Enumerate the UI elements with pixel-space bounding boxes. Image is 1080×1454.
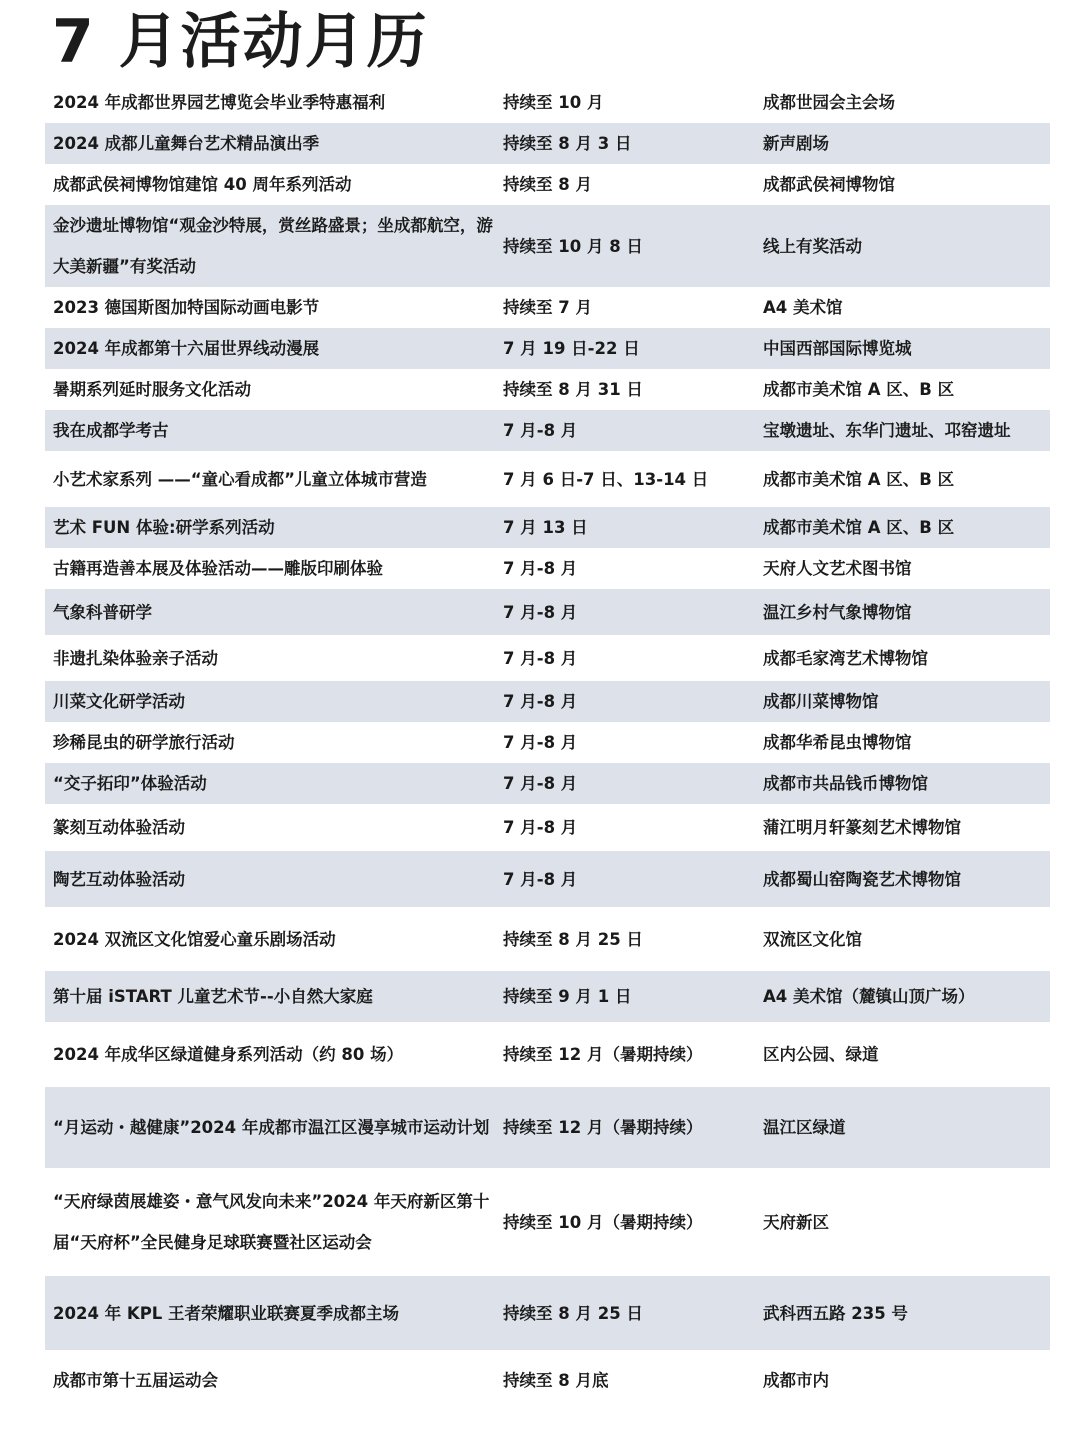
event-venue-cell: 成都川菜博物馆 <box>763 692 879 711</box>
event-name-cell: 篆刻互动体验活动 <box>53 818 185 837</box>
event-name-cell: 暑期系列延时服务文化活动 <box>53 380 251 399</box>
event-venue-cell: 温江乡村气象博物馆 <box>763 602 912 622</box>
event-name-cell: 2023 德国斯图加特国际动画电影节 <box>53 298 320 317</box>
event-time-cell: 7 月-8 月 <box>503 818 578 837</box>
table-row <box>45 82 1050 123</box>
event-time-cell: 7 月-8 月 <box>503 774 578 793</box>
table-row <box>45 907 1050 971</box>
event-time-cell: 7 月-8 月 <box>503 602 578 622</box>
table-row <box>45 763 1050 804</box>
event-name-cell: 2024 年成华区绿道健身系列活动（约 80 场） <box>53 1045 404 1064</box>
event-venue-cell: 温江区绿道 <box>763 1118 846 1137</box>
event-time-cell: 持续至 8 月 25 日 <box>503 1303 643 1323</box>
event-venue-cell: 成都市内 <box>763 1370 829 1390</box>
event-time-cell: 持续至 8 月 3 日 <box>503 134 632 153</box>
event-venue-cell: 成都世园会主会场 <box>763 93 895 112</box>
table-row <box>45 681 1050 722</box>
event-time-cell: 持续至 8 月 <box>503 175 592 194</box>
event-venue-cell: 蒲江明月轩篆刻艺术博物馆 <box>763 818 961 837</box>
event-time-cell: 7 月 6 日-7 日、13-14 日 <box>503 469 709 489</box>
table-row <box>45 851 1050 907</box>
event-time-cell: 7 月-8 月 <box>503 559 578 578</box>
table-row <box>45 1022 1050 1087</box>
event-name-cell: 2024 年 KPL 王者荣耀职业联赛夏季成都主场 <box>53 1303 400 1323</box>
event-venue-cell: 武科西五路 235 号 <box>763 1303 908 1323</box>
event-name-cell: 川菜文化研学活动 <box>53 692 185 711</box>
table-row <box>45 410 1050 451</box>
event-time-cell: 持续至 8 月底 <box>503 1370 609 1390</box>
event-name-cell: “交子拓印”体验活动 <box>53 774 207 793</box>
event-time-cell: 7 月-8 月 <box>503 648 578 668</box>
table-row <box>45 1276 1050 1350</box>
table-row <box>45 123 1050 164</box>
event-name-cell: 古籍再造善本展及体验活动——雕版印刷体验 <box>53 559 383 578</box>
table-row <box>45 635 1050 681</box>
table-row <box>45 287 1050 328</box>
event-venue-cell: 天府人文艺术图书馆 <box>763 559 912 578</box>
table-row <box>45 722 1050 763</box>
event-venue-cell: A4 美术馆 <box>763 298 843 317</box>
event-venue-cell: 成都市美术馆 A 区、B 区 <box>763 518 955 537</box>
table-row <box>45 548 1050 589</box>
event-time-cell: 持续至 9 月 1 日 <box>503 987 632 1006</box>
event-venue-cell: 成都市共品钱币博物馆 <box>763 774 928 793</box>
event-name-cell: 成都市第十五届运动会 <box>53 1370 218 1390</box>
event-venue-cell: 成都毛家湾艺术博物馆 <box>763 648 928 668</box>
event-time-cell: 7 月-8 月 <box>503 869 578 889</box>
event-time-cell: 7 月-8 月 <box>503 692 578 711</box>
event-name-cell: 小艺术家系列 ——“童心看成都”儿童立体城市营造 <box>53 469 427 489</box>
event-venue-cell: 双流区文化馆 <box>763 929 862 949</box>
event-time-cell: 持续至 10 月 8 日 <box>503 236 643 256</box>
event-venue-cell: 区内公园、绿道 <box>763 1045 879 1064</box>
event-name-cell: 艺术 FUN 体验:研学系列活动 <box>53 518 275 537</box>
event-venue-cell: 成都蜀山窑陶瓷艺术博物馆 <box>763 869 961 889</box>
event-name-cell: “天府绿茵展雄姿・意气风发向未来”2024 年天府新区第十届“天府杯”全民健身足球联赛暨社区运动会 <box>53 1192 490 1252</box>
event-venue-cell: 线上有奖活动 <box>763 236 862 256</box>
event-time-cell: 7 月-8 月 <box>503 421 578 440</box>
event-venue-cell: 成都华希昆虫博物馆 <box>763 733 912 752</box>
table-row <box>45 804 1050 851</box>
activity-calendar-table <box>45 82 1050 1410</box>
event-venue-cell: 成都市美术馆 A 区、B 区 <box>763 469 955 489</box>
table-row <box>45 328 1050 369</box>
event-time-cell: 持续至 8 月 31 日 <box>503 380 643 399</box>
event-name-cell: 珍稀昆虫的研学旅行活动 <box>53 733 235 752</box>
event-time-cell: 持续至 10 月 <box>503 93 604 112</box>
table-row <box>45 1168 1050 1276</box>
event-time-cell: 持续至 12 月（暑期持续） <box>503 1045 703 1064</box>
event-name-cell: 2024 双流区文化馆爱心童乐剧场活动 <box>53 929 336 949</box>
event-name-cell: 2024 年成都第十六届世界线动漫展 <box>53 339 320 358</box>
event-venue-cell: 宝墩遗址、东华门遗址、邛窑遗址 <box>763 421 1011 440</box>
event-name-cell: “月运动・越健康”2024 年成都市温江区漫享城市运动计划 <box>53 1118 490 1137</box>
event-name-cell: 2024 年成都世界园艺博览会毕业季特惠福利 <box>53 93 386 112</box>
event-name-cell: 陶艺互动体验活动 <box>53 869 185 889</box>
event-name-cell: 第十届 iSTART 儿童艺术节--小自然大家庭 <box>53 987 373 1006</box>
event-time-cell: 持续至 8 月 25 日 <box>503 929 643 949</box>
event-venue-cell: 天府新区 <box>763 1212 829 1232</box>
event-venue-cell: A4 美术馆（麓镇山顶广场） <box>763 987 975 1006</box>
table-row <box>45 507 1050 548</box>
event-time-cell: 持续至 7 月 <box>503 298 592 317</box>
event-name-cell: 气象科普研学 <box>53 602 152 622</box>
event-time-cell: 7 月 19 日-22 日 <box>503 339 640 358</box>
page-title: 7 月活动月历 <box>52 7 429 77</box>
table-row <box>45 205 1050 287</box>
event-name-cell: 2024 成都儿童舞台艺术精品演出季 <box>53 134 320 153</box>
event-time-cell: 持续至 10 月（暑期持续） <box>503 1212 703 1232</box>
event-venue-cell: 成都武侯祠博物馆 <box>763 175 895 194</box>
event-name-cell: 非遗扎染体验亲子活动 <box>53 648 218 668</box>
event-venue-cell: 成都市美术馆 A 区、B 区 <box>763 380 955 399</box>
event-venue-cell: 新声剧场 <box>763 134 829 153</box>
event-name-cell: 我在成都学考古 <box>53 421 169 440</box>
table-row <box>45 369 1050 410</box>
table-row <box>45 589 1050 635</box>
event-time-cell: 7 月-8 月 <box>503 733 578 752</box>
event-name-cell: 金沙遗址博物馆“观金沙特展，赏丝路盛景；坐成都航空，游大美新疆”有奖活动 <box>53 216 493 276</box>
table-row <box>45 971 1050 1022</box>
table-row <box>45 164 1050 205</box>
event-name-cell: 成都武侯祠博物馆建馆 40 周年系列活动 <box>53 175 352 194</box>
event-venue-cell: 中国西部国际博览城 <box>763 339 912 358</box>
table-row <box>45 1087 1050 1168</box>
table-row <box>45 1350 1050 1410</box>
table-row <box>45 451 1050 507</box>
event-time-cell: 7 月 13 日 <box>503 518 588 537</box>
event-time-cell: 持续至 12 月（暑期持续） <box>503 1118 703 1137</box>
